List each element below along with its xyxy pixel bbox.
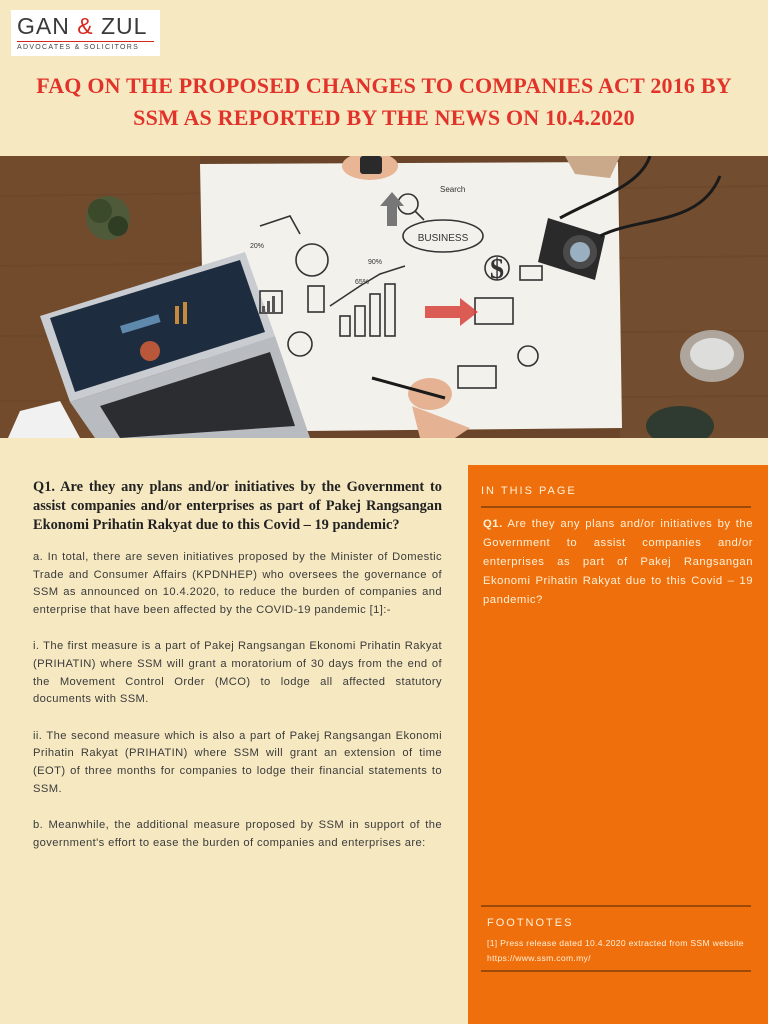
hero-percent-1: 20% (250, 243, 265, 250)
firm-logo (11, 10, 160, 56)
footnote-1: [1] Press release dated 10.4.2020 extracted from SSM website https://www.ssm.com.my/ (487, 938, 744, 963)
hero-image (0, 156, 768, 438)
toc-q-text: Are they any plans and/or initiatives by the Government to assist companies and/or enterprises as part of Pakej Rangsangan Ekonomi Prihatin Rakyat due to this Covid – 19 pandemic? (483, 518, 753, 606)
hero-percent-3: 65% (355, 279, 370, 286)
sidebar-toc-item-q1[interactable] (483, 515, 753, 610)
hero-business-word: BUSINESS (417, 233, 469, 244)
hero-percent-2: 90% (368, 259, 383, 266)
answer-paragraph-b: b. Meanwhile, the additional measure proposed by SSM in support of the government's effort to ease the burden of companies and enterprises are: (33, 819, 442, 849)
logo-ampersand: & (77, 13, 94, 39)
sidebar (468, 465, 768, 1024)
glass-icon (680, 330, 744, 382)
page-title: FAQ ON THE PROPOSED CHANGES TO COMPANIES ACT 2016 BY SSM AS REPORTED BY THE NEWS ON 10.4.2020 (36, 73, 732, 130)
logo-wordmark (17, 14, 154, 38)
sidebar-divider-top (481, 506, 751, 508)
sidebar-heading: IN THIS PAGE (481, 485, 577, 497)
logo-tagline: ADVOCATES & SOLICITORS (17, 41, 154, 51)
answer-paragraph-i: i. The first measure is a part of Pakej Rangsangan Ekonomi Prihatin Rakyat (PRIHATIN) where SSM will grant a moratorium of 30 days from the end of the Movement Control Order (MCO) to lodge all affected statutory documents with SSM. (33, 640, 442, 706)
answer-paragraph-ii: ii. The second measure which is also a part of Pakej Rangsangan Ekonomi Prihatin Rakyat (PRIHATIN) where SSM will grant an extension of time (EOT) of three months for companies to lodge their financial statements to SSM. (33, 729, 442, 795)
main-content (33, 478, 442, 871)
plant-icon (86, 196, 130, 240)
toc-q-label: Q1. (483, 518, 503, 530)
hero-search-word: Search (440, 185, 466, 194)
logo-name-right: ZUL (100, 13, 148, 39)
sidebar-divider-bottom (481, 970, 751, 972)
svg-text:$: $ (490, 254, 504, 285)
faq-question-1: Q1. Are they any plans and/or initiatives by the Government to assist companies and/or enterprises as part of Pakej Rangsangan Ekonomi Prihatin Rakyat due to this Covid – 19 pandemic? (33, 479, 442, 533)
hero-illustration (0, 156, 768, 438)
answer-paragraph-a: a. In total, there are seven initiatives proposed by the Minister of Domestic Trade and Consumer Affairs (KPDNHEP) who oversees the governance of SSM as announced on 10.4.2020, to reduce the burden of companies and enterprise that have been affected by the COVID-19 pandemic [1]:- (33, 551, 442, 616)
logo-name-left: GAN (17, 13, 70, 39)
footnotes-heading: FOOTNOTES (487, 917, 574, 929)
sidebar-divider-footnotes (481, 905, 751, 907)
